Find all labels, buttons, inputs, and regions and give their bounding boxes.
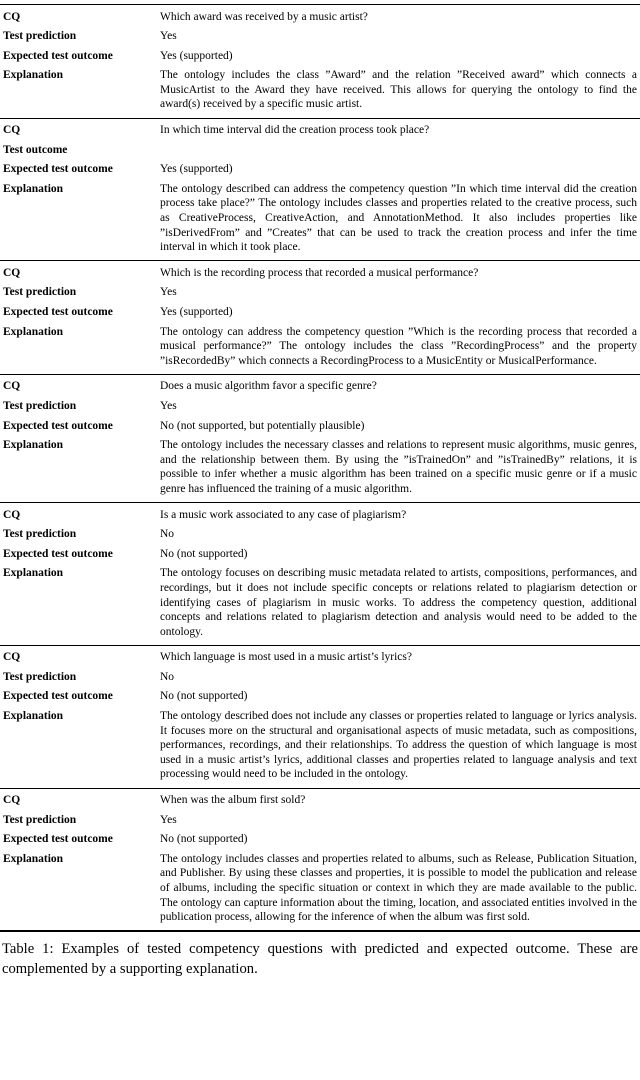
row-label: Expected test outcome: [3, 833, 113, 846]
row-value: Yes: [160, 399, 177, 412]
table-row: [0, 544, 640, 564]
table-block: [0, 5, 640, 119]
table-row: [0, 648, 640, 668]
row-label: CQ: [3, 508, 21, 521]
row-label: Explanation: [3, 182, 64, 195]
table-row: [0, 7, 640, 27]
row-label: CQ: [3, 794, 21, 807]
row-label: Test prediction: [3, 30, 77, 43]
table-row: [0, 140, 640, 160]
row-value: Yes: [160, 30, 177, 43]
table-row: [0, 322, 640, 371]
row-label: Explanation: [3, 325, 64, 338]
row-value: No (not supported): [160, 833, 248, 846]
table-row: [0, 121, 640, 141]
table-row: [0, 505, 640, 525]
row-label: Expected test outcome: [3, 419, 113, 432]
table-row: [0, 160, 640, 180]
table-row: [0, 66, 640, 115]
row-value: [160, 143, 637, 156]
table-row: [0, 377, 640, 397]
row-value: The ontology focuses on describing music metadata related to artists, compositions, performances, and recordings, but it does not include specific concepts or relations related to plagiarism detection or identifying cases of plagiarism in music works. To address the competency question, additional concepts and relations related to plagiarism detection and analysis would need to be added to the ontology.: [160, 567, 637, 638]
table-row: [0, 263, 640, 283]
table-row: [0, 667, 640, 687]
row-value: No (not supported): [160, 690, 248, 703]
row-label: Explanation: [3, 439, 64, 452]
table-row: [0, 791, 640, 811]
table-row: [0, 27, 640, 47]
row-value: When was the album first sold?: [160, 794, 306, 807]
row-label: Expected test outcome: [3, 163, 113, 176]
row-label: Test prediction: [3, 286, 77, 299]
row-value: The ontology described does not include any classes or properties related to language or lyrics analysis. It focuses more on the structural and organisational aspects of music metadata, such as compositions, performances, recordings, and their relationships. To address the question of which language is most used in a music artist’s lyrics, additional classes and properties related to language analysis and text processing would need to be included in the ontology.: [160, 710, 637, 781]
table-row: [0, 396, 640, 416]
row-value: Yes (supported): [160, 49, 233, 62]
row-value: Which is the recording process that recorded a musical performance?: [160, 266, 479, 279]
row-label: Test prediction: [3, 670, 77, 683]
table-row: [0, 416, 640, 436]
row-label: CQ: [3, 266, 21, 279]
row-value: No: [160, 670, 175, 683]
table-row: [0, 707, 640, 785]
row-label: Explanation: [3, 852, 64, 865]
row-label: Test outcome: [3, 143, 68, 156]
row-value: The ontology includes the necessary classes and relations to represent music algorithms, music genres, and the relationship between them. By using the ”isTrainedOn” and ”isTrainedBy” relations, it is possible to infer whether a music algorithm has been trained on a specific music genre or if a music genre has influenced the training of a music algorithm.: [160, 439, 637, 495]
table-row: [0, 849, 640, 927]
row-label: Expected test outcome: [3, 547, 113, 560]
row-label: Expected test outcome: [3, 49, 113, 62]
row-label: Explanation: [3, 567, 64, 580]
table-block: [0, 503, 640, 646]
row-label: Test prediction: [3, 528, 77, 541]
row-label: CQ: [3, 651, 21, 664]
table-row: [0, 179, 640, 257]
table-row: [0, 525, 640, 545]
table-caption: Table 1: Examples of tested competency questions with predicted and expected outcome. These are complemented by a supporting explanation.: [2, 941, 638, 978]
table-row: [0, 830, 640, 850]
row-value: The ontology includes classes and properties related to albums, such as Release, Publication Situation, and Publisher. By using these classes and properties, it is possible to model the publication and release of albums, including the specific situation or context in which they are made available to the public. The ontology can capture information about the timing, location, and associated entities involved in the publication process, allowing for the inference of when the album was first sold.: [160, 852, 637, 924]
row-value: No: [160, 528, 175, 541]
table-row: [0, 283, 640, 303]
table-row: [0, 436, 640, 499]
row-value: No (not supported): [160, 547, 248, 560]
table-row: [0, 46, 640, 66]
row-value: Does a music algorithm favor a specific genre?: [160, 380, 377, 393]
row-label: Test prediction: [3, 813, 77, 826]
row-value: Which language is most used in a music artist’s lyrics?: [160, 651, 412, 664]
table-row: [0, 303, 640, 323]
competency-questions-table: [0, 4, 640, 932]
row-value: Is a music work associated to any case of plagiarism?: [160, 508, 407, 521]
table-block: [0, 375, 640, 503]
row-label: Explanation: [3, 710, 64, 723]
row-value: In which time interval did the creation process took place?: [160, 124, 430, 137]
row-value: The ontology can address the competency question ”Which is the recording process that recorded a musical performance?” The ontology includes the class ”RecordingProcess” and the property ”isRecordedBy” which connects a RecordingProcess to a MusicEntity or MusicalPerformance.: [160, 325, 637, 367]
row-value: No (not supported, but potentially plausible): [160, 419, 365, 432]
row-label: CQ: [3, 10, 21, 23]
table-row: [0, 687, 640, 707]
row-label: CQ: [3, 380, 21, 393]
table-row: [0, 810, 640, 830]
table-block: [0, 646, 640, 789]
row-value: The ontology described can address the competency question ”In which time interval did the creation process take place?” The ontology includes classes and properties related to the creative process, such as CreativeProcess, CreativeAction, and AnnotationMethod. It also includes properties like ”isDerivedFrom” and ”Creates” that can be used to track the creation process and infer the time interval in which it took place.: [160, 182, 637, 254]
row-value: The ontology includes the class ”Award” and the relation ”Received award” which connects a MusicArtist to the Award they have received. This allows for querying the ontology to find the award(s) received by a specific music artist.: [160, 69, 637, 111]
row-label: Expected test outcome: [3, 306, 113, 318]
table-block: [0, 789, 640, 933]
row-label: Expected test outcome: [3, 690, 113, 703]
row-label: CQ: [3, 124, 21, 137]
table-block: [0, 261, 640, 375]
table-row: [0, 564, 640, 642]
row-label: Explanation: [3, 69, 64, 82]
row-value: Which award was received by a music artist?: [160, 10, 368, 23]
table-block: [0, 119, 640, 262]
row-value: Yes (supported): [160, 306, 233, 318]
row-value: Yes: [160, 813, 177, 826]
row-value: Yes: [160, 286, 177, 299]
row-value: Yes (supported): [160, 163, 233, 176]
row-label: Test prediction: [3, 399, 77, 412]
